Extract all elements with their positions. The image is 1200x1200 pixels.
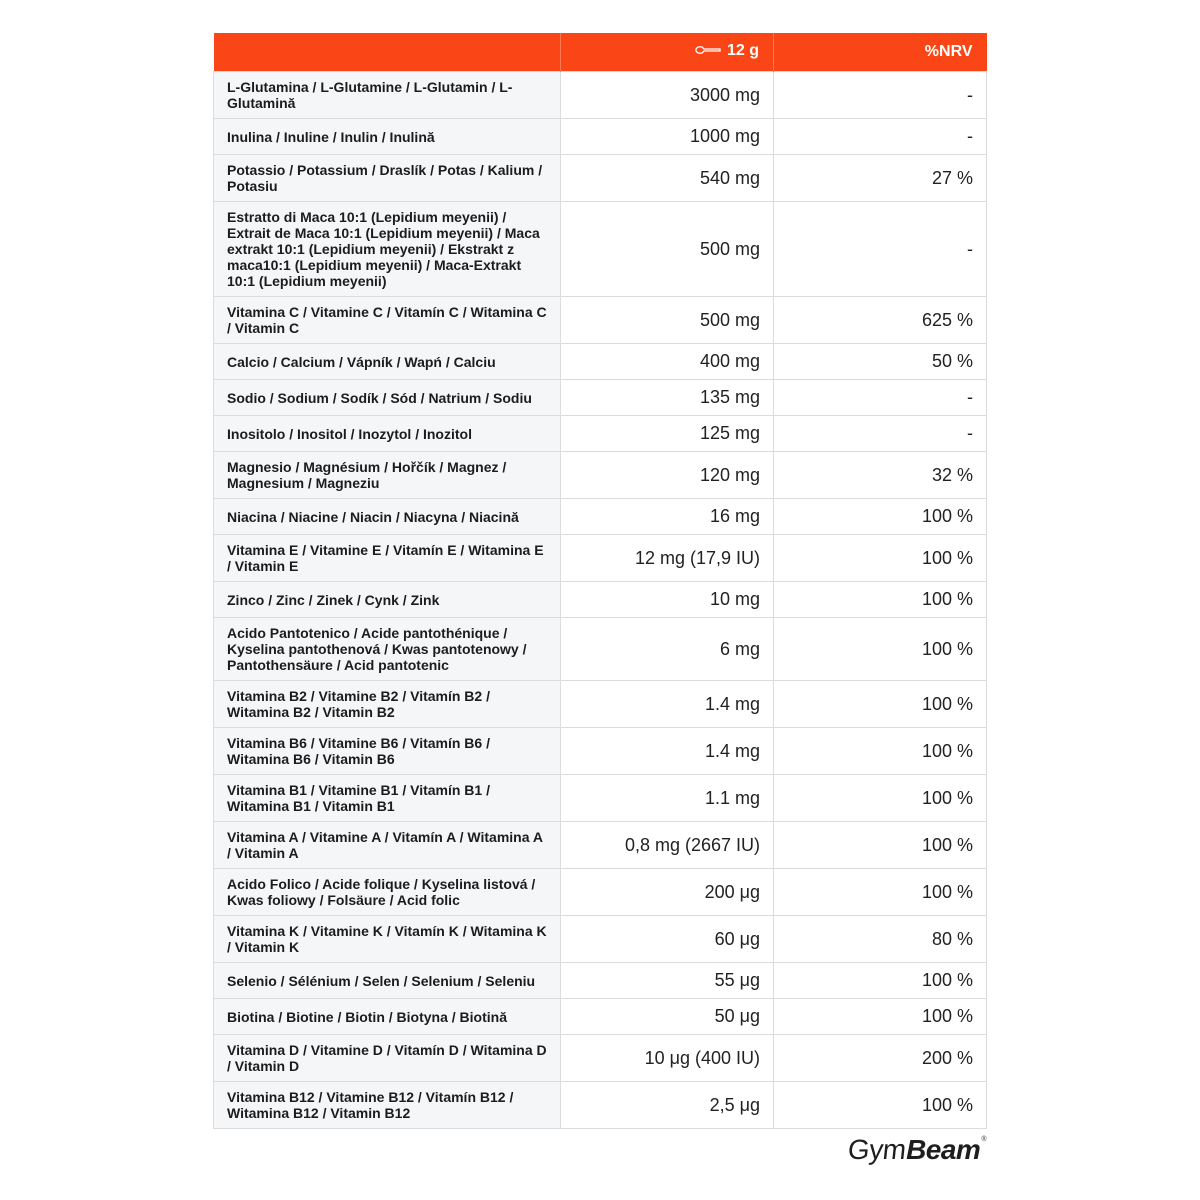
nutrient-name: Sodio / Sodium / Sodík / Sód / Natrium / Sodiu	[214, 380, 561, 416]
nrv-value: 100 %	[774, 775, 987, 822]
amount-value: 400 mg	[561, 344, 774, 380]
amount-value: 55 μg	[561, 963, 774, 999]
table-row	[214, 72, 987, 119]
amount-value: 500 mg	[561, 297, 774, 344]
nrv-value: 100 %	[774, 618, 987, 681]
table-header-row	[214, 33, 987, 72]
amount-value: 135 mg	[561, 380, 774, 416]
nrv-value: -	[774, 380, 987, 416]
nrv-value: 100 %	[774, 499, 987, 535]
nrv-value: 100 %	[774, 582, 987, 618]
amount-value: 60 μg	[561, 916, 774, 963]
nrv-value: -	[774, 416, 987, 452]
table-row	[214, 822, 987, 869]
table-row	[214, 963, 987, 999]
nutrient-name: Inulina / Inuline / Inulin / Inulină	[214, 119, 561, 155]
table-row	[214, 535, 987, 582]
amount-value: 10 mg	[561, 582, 774, 618]
nutrient-name: Vitamina B12 / Vitamine B12 / Vitamín B12 / Witamina B12 / Vitamin B12	[214, 1082, 561, 1129]
amount-value: 200 μg	[561, 869, 774, 916]
header-name-cell	[214, 33, 561, 72]
amount-value: 3000 mg	[561, 72, 774, 119]
logo-text-beam: Beam	[906, 1134, 981, 1165]
amount-value: 2,5 μg	[561, 1082, 774, 1129]
nrv-value: -	[774, 119, 987, 155]
nutrient-name: Vitamina K / Vitamine K / Vitamín K / Witamina K / Vitamin K	[214, 916, 561, 963]
nrv-value: 100 %	[774, 999, 987, 1035]
nrv-value: 27 %	[774, 155, 987, 202]
nutrient-name: Vitamina C / Vitamine C / Vitamín C / Witamina C / Vitamin C	[214, 297, 561, 344]
amount-value: 540 mg	[561, 155, 774, 202]
nutrient-name: L-Glutamina / L-Glutamine / L-Glutamin / L-Glutamină	[214, 72, 561, 119]
table-row	[214, 202, 987, 297]
nutrient-name: Vitamina B2 / Vitamine B2 / Vitamín B2 / Witamina B2 / Vitamin B2	[214, 681, 561, 728]
table-row	[214, 119, 987, 155]
nutrient-name: Vitamina B6 / Vitamine B6 / Vitamín B6 / Witamina B6 / Vitamin B6	[214, 728, 561, 775]
nutrition-table	[213, 33, 987, 1129]
nutrient-name: Selenio / Sélénium / Selen / Selenium / Seleniu	[214, 963, 561, 999]
header-nrv-cell	[774, 33, 987, 72]
amount-value: 10 μg (400 IU)	[561, 1035, 774, 1082]
nutrient-name: Calcio / Calcium / Vápník / Wapń / Calciu	[214, 344, 561, 380]
table-row	[214, 416, 987, 452]
header-portion-cell	[561, 33, 774, 72]
amount-value: 120 mg	[561, 452, 774, 499]
table-row	[214, 999, 987, 1035]
nutrient-name: Acido Pantotenico / Acide pantothénique / Kyselina pantothenová / Kwas pantotenowy / Pantothensäure / Acid pantotenic	[214, 618, 561, 681]
nrv-value: 100 %	[774, 869, 987, 916]
table-row	[214, 869, 987, 916]
nutrient-name: Zinco / Zinc / Zinek / Cynk / Zink	[214, 582, 561, 618]
nutrient-name: Inositolo / Inositol / Inozytol / Inozitol	[214, 416, 561, 452]
amount-value: 16 mg	[561, 499, 774, 535]
table-row	[214, 155, 987, 202]
table-row	[214, 582, 987, 618]
nutrient-name: Niacina / Niacine / Niacin / Niacyna / Niacină	[214, 499, 561, 535]
portion-label: 12 g	[726, 42, 759, 59]
nrv-value: 50 %	[774, 344, 987, 380]
amount-value: 12 mg (17,9 IU)	[561, 535, 774, 582]
nrv-label: %NRV	[924, 43, 973, 60]
nutrient-name: Vitamina A / Vitamine A / Vitamín A / Witamina A / Vitamin A	[214, 822, 561, 869]
nutrient-name: Acido Folico / Acide folique / Kyselina listová / Kwas foliowy / Folsäure / Acid folic	[214, 869, 561, 916]
table-row	[214, 1035, 987, 1082]
nutrient-name: Potassio / Potassium / Draslík / Potas / Kalium / Potasiu	[214, 155, 561, 202]
table-row	[214, 1082, 987, 1129]
table-row	[214, 681, 987, 728]
nutrient-name: Estratto di Maca 10:1 (Lepidium meyenii) / Extrait de Maca 10:1 (Lepidium meyenii) / Maca extrakt 10:1 (Lepidium meyenii) / Ekstrakt z maca10:1 (Lepidium meyenii) / Maca-Extrakt 10:1 (Lepidium meyenii)	[214, 202, 561, 297]
table-row	[214, 775, 987, 822]
nutrient-name: Vitamina B1 / Vitamine B1 / Vitamín B1 / Witamina B1 / Vitamin B1	[214, 775, 561, 822]
amount-value: 6 mg	[561, 618, 774, 681]
nrv-value: 80 %	[774, 916, 987, 963]
amount-value: 1.4 mg	[561, 728, 774, 775]
nrv-value: 625 %	[774, 297, 987, 344]
nrv-value: -	[774, 72, 987, 119]
nutrient-name: Biotina / Biotine / Biotin / Biotyna / Biotină	[214, 999, 561, 1035]
table-row	[214, 452, 987, 499]
nrv-value: 100 %	[774, 535, 987, 582]
nrv-value: 200 %	[774, 1035, 987, 1082]
amount-value: 1000 mg	[561, 119, 774, 155]
table-row	[214, 728, 987, 775]
nutrient-name: Vitamina D / Vitamine D / Vitamín D / Witamina D / Vitamin D	[214, 1035, 561, 1082]
nrv-value: 100 %	[774, 963, 987, 999]
nrv-value: 32 %	[774, 452, 987, 499]
nrv-value: -	[774, 202, 987, 297]
amount-value: 0,8 mg (2667 IU)	[561, 822, 774, 869]
amount-value: 125 mg	[561, 416, 774, 452]
table-row	[214, 618, 987, 681]
amount-value: 1.1 mg	[561, 775, 774, 822]
registered-mark: ®	[981, 1136, 986, 1143]
amount-value: 1.4 mg	[561, 681, 774, 728]
table-row	[214, 297, 987, 344]
table-row	[214, 344, 987, 380]
nrv-value: 100 %	[774, 681, 987, 728]
nutrient-name: Vitamina E / Vitamine E / Vitamín E / Witamina E / Vitamin E	[214, 535, 561, 582]
table-row	[214, 380, 987, 416]
nutrient-name: Magnesio / Magnésium / Hořčík / Magnez / Magnesium / Magneziu	[214, 452, 561, 499]
amount-value: 50 μg	[561, 999, 774, 1035]
nrv-value: 100 %	[774, 822, 987, 869]
scoop-icon	[695, 45, 721, 57]
amount-value: 500 mg	[561, 202, 774, 297]
nrv-value: 100 %	[774, 1082, 987, 1129]
nrv-value: 100 %	[774, 728, 987, 775]
gymbeam-logo	[848, 1130, 986, 1166]
logo-text-gym: Gym	[846, 1134, 908, 1165]
table-row	[214, 916, 987, 963]
table-row	[214, 499, 987, 535]
